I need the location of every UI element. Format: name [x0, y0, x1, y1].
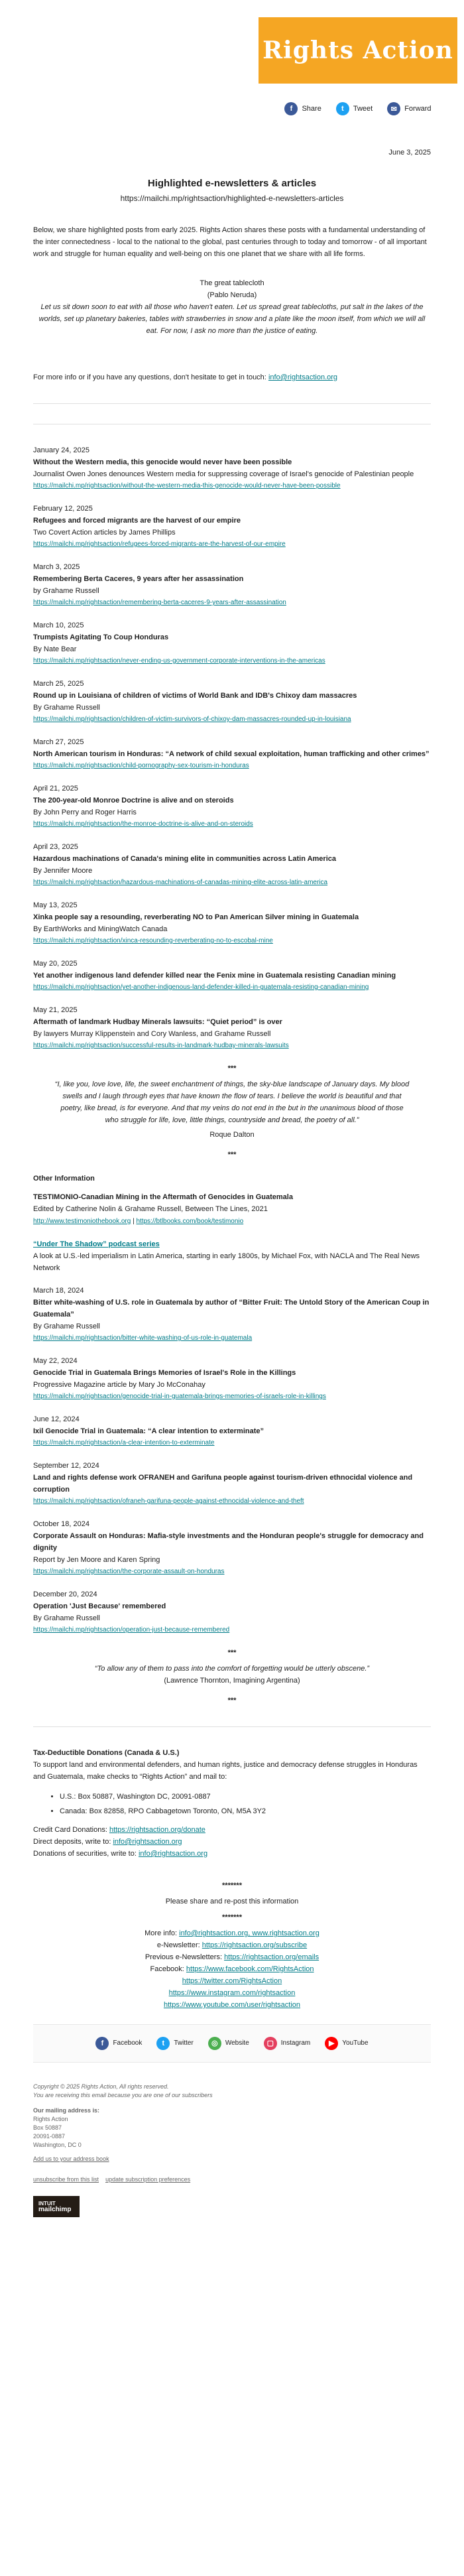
newsletter-date: June 3, 2025	[388, 149, 431, 157]
article-title: Genocide Trial in Guatemala Brings Memories of Israel's Role in the Killings	[33, 1369, 296, 1377]
article-date: June 12, 2024	[33, 1415, 80, 1423]
article-link[interactable]: https://mailchi.mp/rightsaction/children-of-victim-survivors-of-chixoy-dam-massacres-rounded-up-in-louisiana	[33, 716, 351, 723]
article-link[interactable]: https://mailchi.mp/rightsaction/refugees-forced-migrants-are-the-harvest-of-our-empire	[33, 541, 286, 548]
more-info-block	[33, 1927, 431, 2011]
separator-stars: *******	[222, 1913, 242, 1921]
article-item	[33, 561, 431, 609]
article-item	[33, 444, 431, 492]
article-link[interactable]: https://mailchi.mp/rightsaction/xinca-resounding-reverberating-no-to-escobal-mine	[33, 937, 273, 944]
dalton-quote: “I, like you, love love, life, the sweet enchantment of things, the sky-blue landscape of January days. My blood swells and I laugh through eyes that have known the flow of tears. I believe the world is beautiful and that poetry, like bread, is for everyone. And that my veins do not end in the but in the unanimous blood of those who struggle for life, love, little things, countryside and bread, the poetry of all.”	[54, 1080, 410, 1124]
article-subtitle: by Grahame Russell	[33, 587, 99, 595]
poem-title: The great tablecloth	[200, 279, 264, 287]
article-date: December 20, 2024	[33, 1590, 97, 1598]
testimonio-title: TESTIMONIO-Canadian Mining in the Aftermath of Genocides in Guatemala	[33, 1193, 293, 1201]
article-date: May 13, 2025	[33, 901, 78, 909]
mailing-addresses	[33, 1791, 431, 1817]
forward-icon: ✉	[387, 102, 400, 115]
badge-top: INTUIT	[38, 2201, 56, 2207]
update-preferences-link[interactable]: update subscription preferences	[105, 2176, 191, 2183]
article-title: Bitter white-washing of U.S. role in Guatemala by author of “Bitter Fruit: The Untold Story of the American Coup in Guatemala”	[33, 1299, 430, 1319]
more-info-label: More info:	[145, 1929, 178, 1937]
credit-card-line	[33, 1824, 431, 1836]
tw-link[interactable]: https://twitter.com/RightsAction	[182, 1977, 282, 1985]
article-link[interactable]: https://mailchi.mp/rightsaction/without-the-western-media-this-genocide-would-never-have-been-possible	[33, 482, 341, 489]
article-date: April 21, 2025	[33, 785, 78, 793]
article-item	[33, 1285, 431, 1344]
article-date: March 3, 2025	[33, 563, 80, 571]
article-link[interactable]: https://mailchi.mp/rightsaction/a-clear-intention-to-exterminate	[33, 1439, 215, 1447]
yt-link[interactable]: https://www.youtube.com/user/rightsaction	[163, 2001, 301, 2009]
article-link[interactable]: https://mailchi.mp/rightsaction/successful-results-in-landmark-hudbay-minerals-lawsuits	[33, 1042, 289, 1049]
prev-label: Previous e-Newsletters:	[145, 1953, 222, 1961]
testimonio-sub: Edited by Catherine Nolin & Grahame Russell, Between The Lines, 2021	[33, 1205, 268, 1213]
contact-line	[33, 371, 431, 383]
article-subtitle: Journalist Owen Jones denounces Western media for suppressing coverage of Israel's genocide of Palestinian people	[33, 470, 414, 478]
tax-heading: Tax-Deductible Donations (Canada & U.S.)	[33, 1749, 180, 1757]
podcast-block	[33, 1238, 431, 1274]
securities-link[interactable]: info@rightsaction.org	[138, 1850, 208, 1858]
article-item	[33, 1588, 431, 1636]
article-subtitle: Two Covert Action articles by James Phillips	[33, 529, 176, 537]
article-title: Land and rights defense work OFRANEH and Garifuna people against tourism-driven ethnocidal violence and corruption	[33, 1474, 413, 1494]
article-title: Ixil Genocide Trial in Guatemala: “A clear intention to exterminate”	[33, 1427, 264, 1435]
article-date: May 20, 2025	[33, 960, 78, 968]
contact-text: For more info or if you have any questions, don't hesitate to get in touch:	[33, 373, 266, 381]
facebook-icon: f	[95, 2037, 109, 2050]
twitter-icon: t	[336, 102, 349, 115]
divider	[33, 403, 431, 404]
address-canada: • Canada: Box 82858, RPO Cabbagetown Toronto, ON, M5A 3Y2	[60, 1805, 431, 1817]
article-item	[33, 736, 431, 772]
hero-url: https://mailchi.mp/rightsaction/highlighted-e-newsletters-articles	[120, 194, 344, 203]
dalton-quote-author: Roque Dalton	[209, 1131, 255, 1139]
article-date: March 18, 2024	[33, 1287, 84, 1295]
thornton-quote-author: (Lawrence Thornton, Imagining Argentina)	[164, 1677, 300, 1685]
social-follow-bar	[33, 2024, 431, 2063]
instagram-icon: ▢	[264, 2037, 277, 2050]
forward-button[interactable]	[383, 99, 435, 118]
podcast-title-link[interactable]: “Under The Shadow” podcast series	[33, 1240, 160, 1248]
social-twitter[interactable]	[156, 2037, 193, 2050]
article-link[interactable]: https://mailchi.mp/rightsaction/the-monroe-doctrine-is-alive-and-on-steroids	[33, 820, 253, 828]
article-title: Without the Western media, this genocide would never have been possible	[33, 458, 292, 466]
intro-paragraph: Below, we share highlighted posts from early 2025. Rights Action shares these posts with a fundamental understanding of the inter connectedness - local to the national to the global, past centuries through to today and tomorrow - of all important work and struggle for human equality and well-being on this one planet that we share with all life forms.	[33, 226, 427, 258]
article-date: April 23, 2025	[33, 843, 78, 851]
contact-email-link[interactable]: info@rightsaction.org	[268, 373, 338, 381]
enews-label: e-Newsletter:	[156, 1941, 200, 1949]
social-facebook-label: Facebook	[113, 2039, 143, 2047]
add-to-address-book-link[interactable]: Add us to your address book	[33, 2156, 109, 2162]
poem-author: (Pablo Neruda)	[207, 291, 257, 299]
mailing-label: Our mailing address is:	[33, 2107, 100, 2114]
direct-deposit-line	[33, 1836, 431, 1848]
article-subtitle: By lawyers Murray Klippenstein and Cory Wanless, and Grahame Russell	[33, 1030, 271, 1038]
unsubscribe-link[interactable]: unsubscribe from this list	[33, 2176, 99, 2183]
article-subtitle: By John Perry and Roger Harris	[33, 808, 137, 816]
share-facebook-button[interactable]	[280, 99, 325, 118]
twitter-icon: t	[156, 2037, 170, 2050]
fb-label: Facebook:	[150, 1965, 184, 1973]
logo-text: Rights Action	[262, 36, 453, 64]
hero-title: Highlighted e-newsletters & articles	[147, 178, 317, 189]
tax-deductible-section	[33, 1747, 431, 1860]
unsubscribe-row	[33, 2175, 431, 2184]
article-date: May 22, 2024	[33, 1357, 78, 1365]
article-item	[33, 1004, 431, 1052]
social-youtube[interactable]	[325, 2037, 368, 2050]
article-item	[33, 841, 431, 889]
header	[33, 0, 453, 157]
article-title: The 200-year-old Monroe Doctrine is alive and on steroids	[33, 797, 234, 805]
article-link[interactable]: https://mailchi.mp/rightsaction/ofraneh-garifuna-people-against-ethnocidal-violence-and-theft	[33, 1498, 304, 1505]
article-date: March 25, 2025	[33, 680, 84, 688]
mailchimp-badge[interactable]	[33, 2196, 80, 2217]
prev-link[interactable]: https://rightsaction.org/emails	[224, 1953, 319, 1961]
article-item	[33, 783, 431, 830]
youtube-icon: ▶	[325, 2037, 338, 2050]
subscription-reason: You are receiving this email because you are one of our subscribers	[33, 2092, 213, 2098]
older-highlights-list	[33, 1285, 431, 1636]
article-title: Refugees and forced migrants are the harvest of our empire	[33, 517, 241, 525]
more-info-links[interactable]: info@rightsaction.org, www.rightsaction.org	[179, 1929, 319, 1937]
separator-stars: ***	[227, 1151, 237, 1159]
article-subtitle: By Grahame Russell	[33, 1322, 100, 1330]
social-website-label: Website	[225, 2039, 249, 2047]
article-item	[33, 899, 431, 947]
article-date: May 21, 2025	[33, 1006, 78, 1014]
address-us: • U.S.: Box 50887, Washington DC, 20091-0887	[60, 1791, 431, 1803]
podcast-sub: A look at U.S.-led imperialism in Latin America, starting in early 1800s, by Michael Fox, with NACLA and The Real News Network	[33, 1252, 420, 1272]
share-twitter-label: Tweet	[353, 105, 373, 113]
article-title: Aftermath of landmark Hudbay Minerals lawsuits: “Quiet period” is over	[33, 1018, 282, 1026]
forward-label: Forward	[404, 105, 432, 113]
website-icon: ◎	[208, 2037, 221, 2050]
article-title: Corporate Assault on Honduras: Mafia-style investments and the Honduran people's struggle for democracy and dignity	[33, 1532, 424, 1552]
securities-label: Donations of securities, write to:	[33, 1850, 137, 1858]
social-instagram-label: Instagram	[280, 2039, 311, 2047]
rights-action-logo[interactable]	[259, 17, 457, 84]
article-item	[33, 503, 431, 550]
share-row	[259, 99, 457, 118]
share-repost-text: Please share and re-post this information	[165, 1898, 299, 1905]
share-facebook-label: Share	[302, 105, 321, 113]
footer	[33, 2083, 431, 2217]
email-container	[33, 0, 453, 2217]
separator-stars: ***	[227, 1697, 237, 1705]
article-link[interactable]: https://mailchi.mp/rightsaction/genocide-trial-in-guatemala-brings-memories-of-israels-role-in-killings	[33, 1393, 326, 1400]
social-youtube-label: YouTube	[342, 2039, 369, 2047]
testimonio-block: TESTIMONIO-Canadian Mining in the Aftermath of Genocides in Guatemala Edited by Catherine Nolin & Grahame Russell, Between The Lines, 2021 http://www.testimoniothebook.org | https://btlbooks.com/book/testimonio	[33, 1191, 431, 1228]
highlights-list	[33, 444, 431, 1052]
testimonio-link-2[interactable]: https://btlbooks.com/book/testimonio	[136, 1218, 244, 1225]
share-twitter-button[interactable]	[332, 99, 377, 118]
tax-intro: To support land and environmental defenders, and human rights, justice and democracy defense struggles in Honduras and Guatemala, make checks to “Rights Action” and mail to:	[33, 1761, 418, 1781]
article-item	[33, 619, 431, 667]
credit-link[interactable]: https://rightsaction.org/donate	[109, 1826, 205, 1834]
securities-line	[33, 1848, 431, 1860]
article-title: Remembering Berta Caceres, 9 years after her assassination	[33, 575, 244, 583]
main-content	[33, 139, 431, 2217]
address-line: Box 50887	[33, 2124, 62, 2131]
other-info-heading: Other Information	[33, 1175, 95, 1183]
ig-link[interactable]: https://www.instagram.com/rightsaction	[168, 1989, 296, 1997]
article-date: September 12, 2024	[33, 1462, 99, 1470]
social-twitter-label: Twitter	[174, 2039, 194, 2047]
article-date: February 12, 2025	[33, 505, 93, 513]
copyright: Copyright © 2025 Rights Action, All rights reserved.	[33, 2083, 169, 2090]
enews-link[interactable]: https://rightsaction.org/subscribe	[202, 1941, 308, 1949]
article-title: Yet another indigenous land defender killed near the Fenix mine in Guatemala resisting Canadian mining	[33, 972, 396, 980]
article-link[interactable]: https://mailchi.mp/rightsaction/remembering-berta-caceres-9-years-after-assassination	[33, 599, 286, 606]
article-title: Trumpists Agitating To Coup Honduras	[33, 633, 169, 641]
article-title: North American tourism in Honduras: “A network of child sexual exploitation, human trafficking and other crimes”	[33, 750, 430, 758]
article-date: January 24, 2025	[33, 446, 90, 454]
thornton-quote: “To allow any of them to pass into the comfort of forgetting would be utterly obscene.”	[94, 1665, 370, 1673]
social-website[interactable]	[208, 2037, 249, 2050]
article-title: Operation 'Just Because' remembered	[33, 1602, 166, 1610]
article-date: March 10, 2025	[33, 621, 84, 629]
article-link[interactable]: https://mailchi.mp/rightsaction/bitter-white-washing-of-us-role-in-guatemala	[33, 1334, 253, 1342]
article-link[interactable]: https://mailchi.mp/rightsaction/operation-just-because-remembered	[33, 1626, 230, 1634]
separator-stars: ***	[227, 1649, 237, 1657]
direct-link[interactable]: info@rightsaction.org	[113, 1838, 182, 1846]
badge-bottom: mailchimp	[38, 2206, 72, 2213]
social-facebook[interactable]	[95, 2037, 142, 2050]
poem-text: Let us sit down soon to eat with all those who haven't eaten. Let us spread great tablecloths, put salt in the lakes of the worlds, set up planetary bakeries, tables with strawberries in snow and a plate like the moon itself, from which we will all eat. For now, I ask no more than the justice of eating.	[38, 303, 426, 335]
article-date: October 18, 2024	[33, 1520, 90, 1528]
article-link[interactable]: https://mailchi.mp/rightsaction/child-pornography-sex-tourism-in-honduras	[33, 762, 249, 769]
article-link[interactable]: https://mailchi.mp/rightsaction/the-corporate-assault-on-honduras	[33, 1568, 225, 1575]
article-subtitle: By Grahame Russell	[33, 1614, 100, 1622]
article-link[interactable]: https://mailchi.mp/rightsaction/yet-another-indigenous-land-defender-killed-in-guatemala-resisting-canadian-mining	[33, 984, 369, 991]
separator-stars: ***	[227, 1064, 237, 1072]
fb-link[interactable]: https://www.facebook.com/RightsAction	[186, 1965, 314, 1973]
separator-stars: *******	[222, 1882, 242, 1890]
credit-label: Credit Card Donations:	[33, 1826, 107, 1834]
article-subtitle: By Jennifer Moore	[33, 867, 93, 875]
article-item	[33, 1355, 431, 1403]
article-title: Xinka people say a resounding, reverberating NO to Pan American Silver mining in Guatemala	[33, 913, 359, 921]
article-subtitle: Report by Jen Moore and Karen Spring	[33, 1556, 160, 1564]
address-line: 20091-0887	[33, 2133, 66, 2140]
social-instagram[interactable]	[264, 2037, 310, 2050]
article-subtitle: Progressive Magazine article by Mary Jo McConahay	[33, 1381, 205, 1389]
article-item	[33, 678, 431, 726]
address-line: Rights Action	[33, 2116, 68, 2122]
divider	[33, 1726, 431, 1727]
article-item	[33, 1413, 431, 1449]
article-subtitle: By Nate Bear	[33, 645, 77, 653]
article-subtitle: By Grahame Russell	[33, 704, 100, 712]
article-title: Hazardous machinations of Canada's mining elite in communities across Latin America	[33, 855, 336, 863]
article-title: Round up in Louisiana of children of victims of World Bank and IDB's Chixoy dam massacres	[33, 692, 357, 700]
direct-label: Direct deposits, write to:	[33, 1838, 111, 1846]
article-link[interactable]: https://mailchi.mp/rightsaction/never-ending-us-government-corporate-interventions-in-the-americas	[33, 657, 325, 665]
article-item	[33, 1518, 431, 1578]
article-subtitle: By EarthWorks and MiningWatch Canada	[33, 925, 168, 933]
address-line: Washington, DC 0	[33, 2142, 82, 2148]
testimonio-link-1[interactable]: http://www.testimoniothebook.org	[33, 1218, 131, 1225]
article-date: March 27, 2025	[33, 738, 84, 746]
facebook-icon: f	[284, 102, 298, 115]
article-item	[33, 1460, 431, 1508]
article-item	[33, 958, 431, 994]
article-link[interactable]: https://mailchi.mp/rightsaction/hazardous-machinations-of-canadas-mining-elite-across-latin-america	[33, 879, 328, 886]
